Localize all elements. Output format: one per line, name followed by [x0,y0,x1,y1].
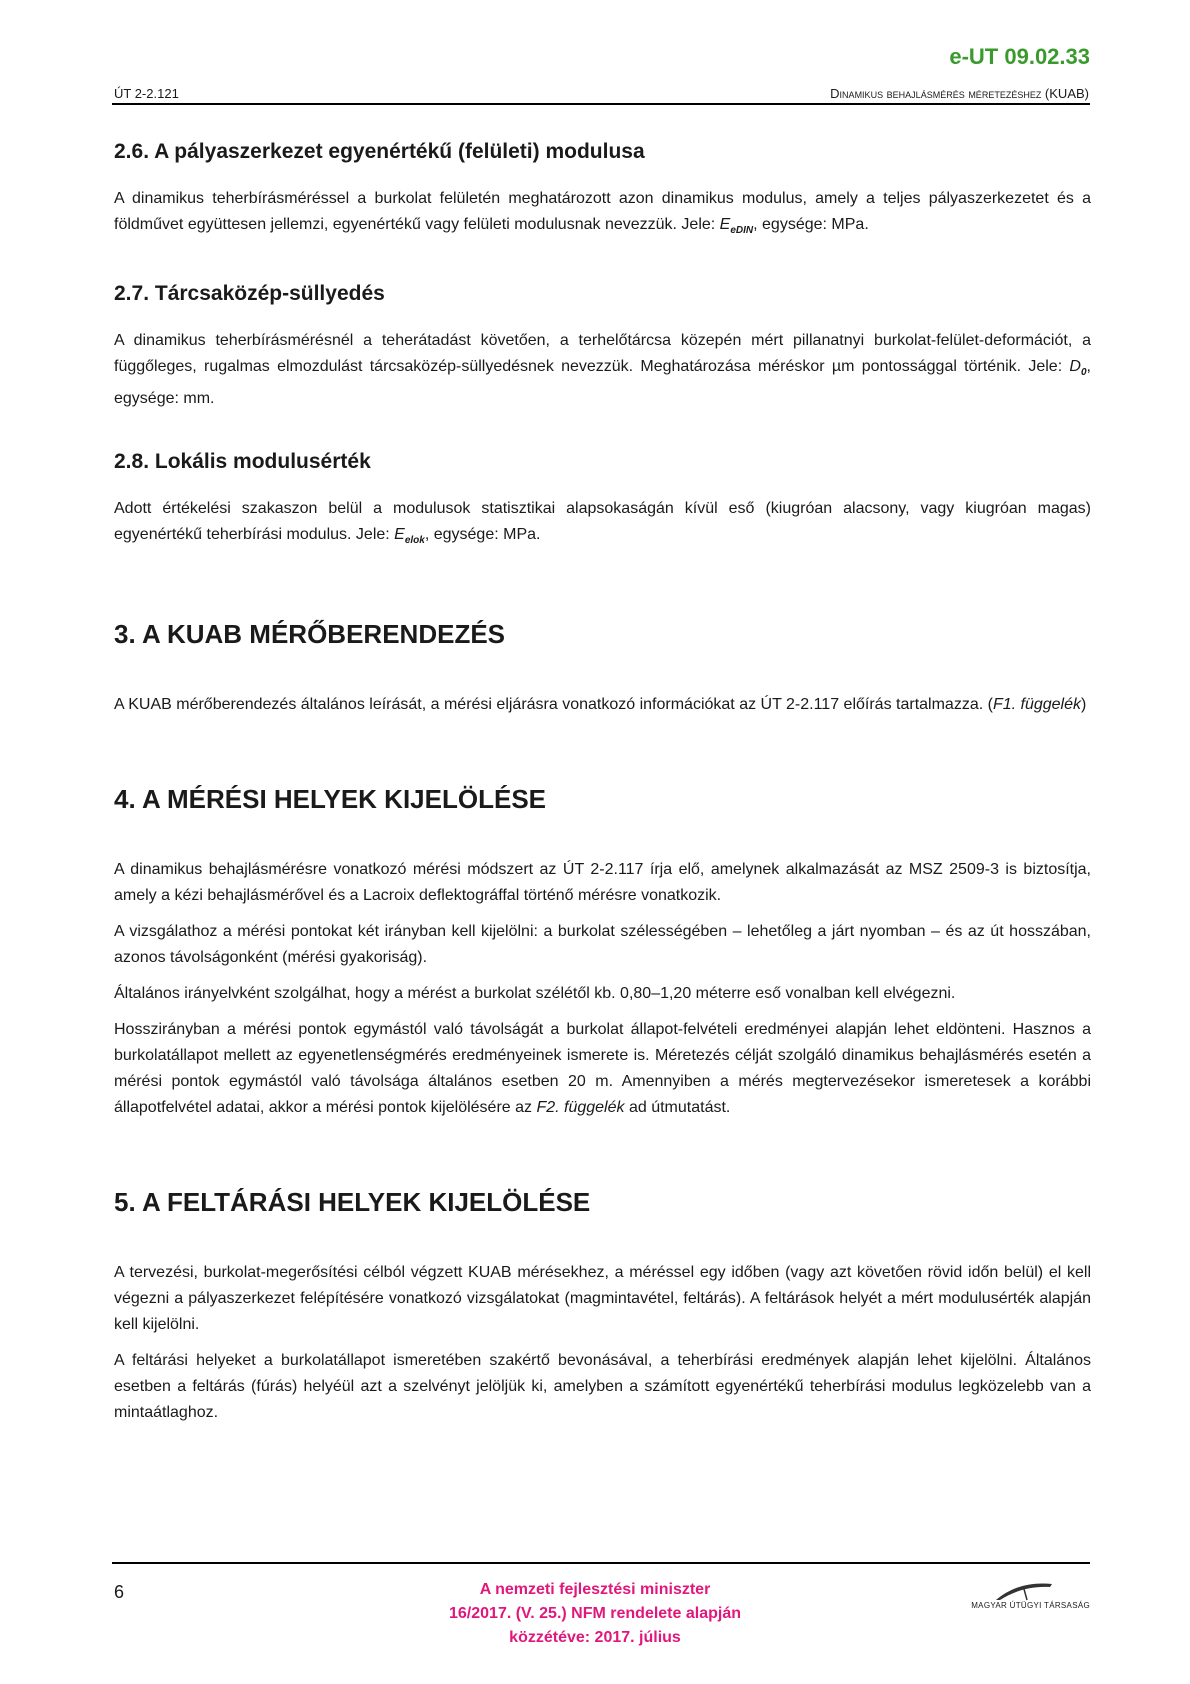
section-2-7-paragraph: A dinamikus teherbírásmérésnél a teherátadást követően, a terhelőtárcsa közepén mért pillanatnyi burkolat-felület-deformációt, a függőleges, rugalmas elmozdulást tárcsaközép-süllyedésnek nevezzük. Meghatározása méréskor µm pontossággal történik. Jele: $D_0$, egysége: mm. [114,332,1091,408]
section-2-7-heading: 2.7. Tárcsaközép-süllyedés [114,282,385,306]
road-swoosh-icon [994,1580,1054,1602]
header-divider [112,103,1090,105]
section-2-8-heading: 2.8. Lokális modulusérték [114,450,371,474]
section-4-paragraph-2: A vizsgálathoz a mérési pontokat két irányban kell kijelölni: a burkolat szélességében – lehetőleg a járt nyomban – és az út hosszában, azonos távolságonként (mérési gyakoriság). [114,922,1091,966]
symbol-e-edin: $E_{eDIN}$ [719,216,754,237]
symbol-d0: $D_0$ [1069,358,1087,379]
section-2-6-heading: 2.6. A pályaszerkezet egyenértékű (felületi) modulusa [114,140,645,163]
publisher-logo-text: MAGYAR ÚTÜGYI TÁRSASÁG [971,1601,1090,1610]
section-4-heading: 4. A MÉRÉSI HELYEK KIJELÖLÉSE [114,783,546,814]
section-4-paragraph-1: A dinamikus behajlásmérésre vonatkozó mérési módszert az ÚT 2-2.117 írja elő, amelynek alkalmazását az MSZ 2509-3 is biztosítja, amely a kézi behajlásmérővel és a Lacroix deflektográffal történő mérésre vonatkozik. [114,860,1091,904]
section-5-paragraph-2: A feltárási helyeket a burkolatállapot ismeretében szakértő bevonásával, a teherbírási eredmények alapján lehet kijelölni. Általános esetben a feltárás (fúrás) helyéül azt a szelvényt jelöljük ki, amelyben a számított egyenértékű teherbírási modulus legközelebb van a mintaátlaghoz. [114,1351,1091,1421]
section-2-6-paragraph: A dinamikus teherbírásméréssel a burkolat felületén meghatározott azon dinamikus modulus, amely a teljes pályaszerkezetet és a földművet együttesen jellemzi, egyenértékű vagy felületi modulusnak nevezzük. Jele: $E_{eDIN}$, egysége: MPa. [114,190,1091,237]
section-2-8-paragraph: Adott értékelési szakaszon belül a modulusok statisztikai alapsokaságán kívül eső (kiugróan alacsony, vagy kiugróan magas) egyenértékű teherbírási modulus. Jele: $E_{elok}$, egysége: MPa. [114,500,1091,547]
appendix-f2-reference: F2. függelék [536,1098,625,1116]
section-3-heading: 3. A KUAB MÉRŐBERENDEZÉS [114,618,506,649]
header-document-title: Dinamikus behajlásmérés méretezéshez (KUAB) [830,86,1089,101]
section-5-paragraph-1: A tervezési, burkolat-megerősítési célból végzett KUAB mérésekhez, a méréssel egy időben (vagy azt követően rövid időn belül) el kell végezni a pályaszerkezet felépítésére vonatkozó vizsgálatokat (magmintavétel, feltárás). A feltárások helyét a mért modulusérték alapján kell kijelölni. [114,1263,1091,1333]
publication-note-line-3: közzétéve: 2017. július [509,1629,681,1646]
header-standard-id: ÚT 2-2.121 [114,86,179,101]
symbol-e-elok: $E_{elok}$ [394,526,425,547]
section-3-paragraph: A KUAB mérőberendezés általános leírását, a mérési eljárásra vonatkozó információkat az ÚT 2-2.117 előírás tartalmazza. (F1. függelék) [114,695,1087,713]
publication-note-line-1: A nemzeti fejlesztési miniszter [479,1581,711,1598]
section-5-heading: 5. A FELTÁRÁSI HELYEK KIJELÖLÉSE [114,1186,591,1217]
appendix-f1-reference: F1. függelék [992,695,1081,713]
page-content [114,140,1091,1426]
page-number: 6 [114,1582,125,1602]
document-code: e-UT 09.02.33 [949,44,1090,69]
publication-note [395,1578,795,1650]
section-4-paragraph-3: Általános irányelvként szolgálhat, hogy a mérést a burkolat szélétől kb. 0,80–1,20 méterre eső vonalban kell elvégezni. [114,984,956,1002]
publication-note-line-2: 16/2017. (V. 25.) NFM rendelete alapján [449,1605,741,1622]
footer-divider [112,1562,1090,1564]
section-4-paragraph-4: Hosszirányban a mérési pontok egymástól való távolságát a burkolat állapot-felvételi eredményei alapján lehet eldönteni. Hasznos a burkolatállapot mellett az egyenetlenségmérés eredményeinek ismerete is. Méretezés célját szolgáló dinamikus behajlásmérés esetén a mérési pontok egymástól való távolsága általános esetben 20 m. Amennyiben a mérés megtervezésekor ismeretesek a korábbi állapotfelvétel adatai, akkor a mérési pontok kijelölésére az F2. függelék ad útmutatást. [114,1020,1091,1116]
publisher-logo [940,1580,1090,1614]
